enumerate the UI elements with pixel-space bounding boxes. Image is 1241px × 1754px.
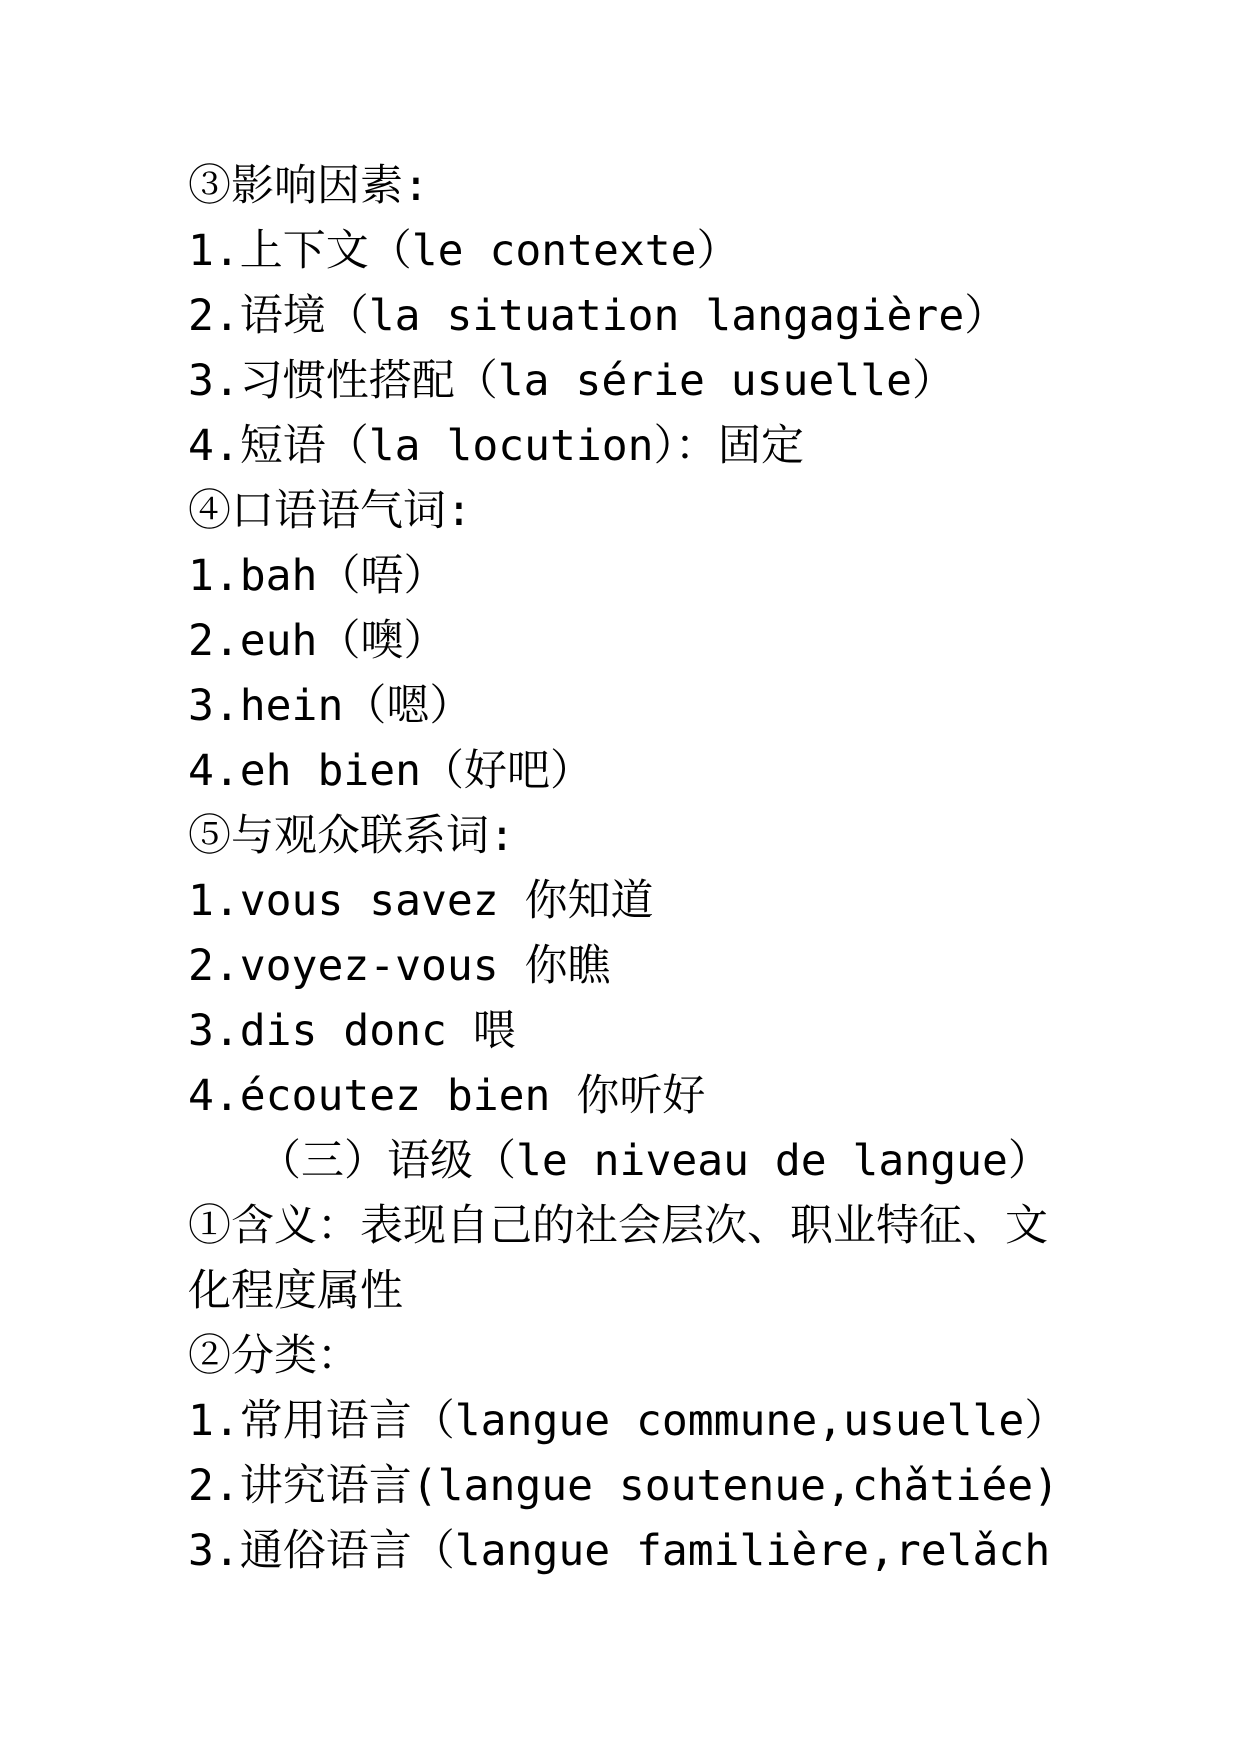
list-item: 3.通俗语言（langue familière,relǎch (188, 1526, 1051, 1576)
list-item: 2.voyez-vous 你瞧 (188, 941, 611, 991)
section-heading-classification: ②分类： (188, 1331, 360, 1381)
chapter-heading-language-level: （三）语级（le niveau de langue） (258, 1136, 1051, 1186)
list-item: 1.常用语言（langue commune,usuelle） (188, 1396, 1068, 1446)
list-item: 4.短语（la locution）：固定 (188, 421, 805, 471)
section-heading-influencing-factors: ③影响因素: (188, 161, 429, 211)
list-item: 3.hein（嗯） (188, 681, 473, 731)
list-item: 3.dis donc 喂 (188, 1006, 516, 1056)
list-item: 1.vous savez 你知道 (188, 876, 654, 926)
list-item: 4.écoutez bien 你听好 (188, 1071, 706, 1121)
list-item: 1.上下文（le contexte） (188, 226, 740, 276)
list-item: 3.习惯性搭配（la série usuelle） (188, 356, 955, 406)
document-body (188, 154, 1188, 1584)
list-item: 2.语境（la situation langagière） (188, 291, 1008, 341)
list-item: 4.eh bien（好吧） (188, 746, 593, 796)
list-item: 2.euh（噢） (188, 616, 447, 666)
section-heading-oral-particles: ④口语语气词: (188, 486, 472, 536)
list-item: 1.bah（唔） (188, 551, 447, 601)
section-heading-audience-words: ⑤与观众联系词: (188, 811, 515, 861)
definition-paragraph: ①含义：表现自己的社会层次、职业特征、文化程度属性 (188, 1201, 1048, 1316)
list-item: 2.讲究语言(langue soutenue,chǎtiée) (188, 1461, 1059, 1511)
